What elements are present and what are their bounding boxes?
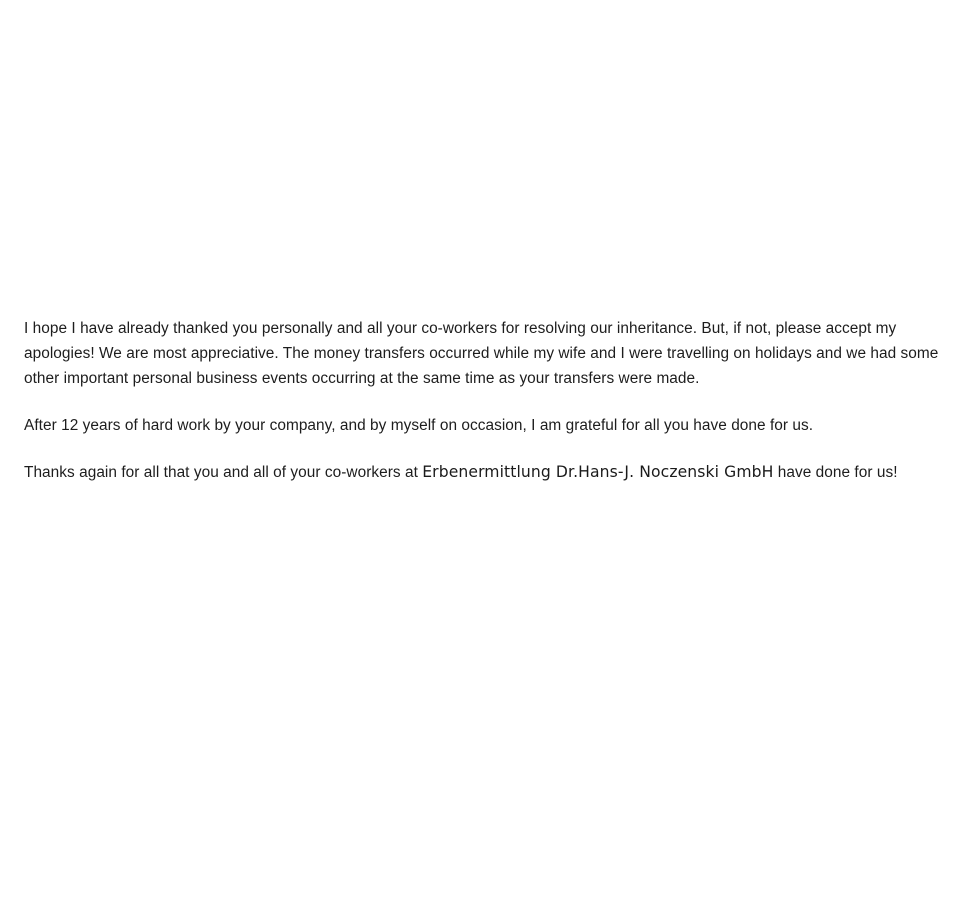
thanks-trail-text: have done for us!	[773, 464, 898, 481]
paragraph-thanks-again	[24, 460, 934, 485]
letter-body	[24, 316, 954, 485]
paragraph-gratitude: I hope I have already thanked you personally and all your co-workers for resolving our inheritance. But, if not, please accept my apologies! We are most appreciative. The money transfers occurred while my wife and I were travelling on holidays and we had some other important personal business events occurring at the same time as your transfers were made.	[24, 320, 939, 387]
thanks-lead-text: Thanks again for all that you and all of your co-workers at	[24, 464, 423, 481]
company-name: Erbenermittlung Dr.Hans-J. Noczenski GmbH	[422, 463, 774, 481]
paragraph-years-of-work: After 12 years of hard work by your company, and by myself on occasion, I am grateful for all you have done for us.	[24, 417, 814, 434]
